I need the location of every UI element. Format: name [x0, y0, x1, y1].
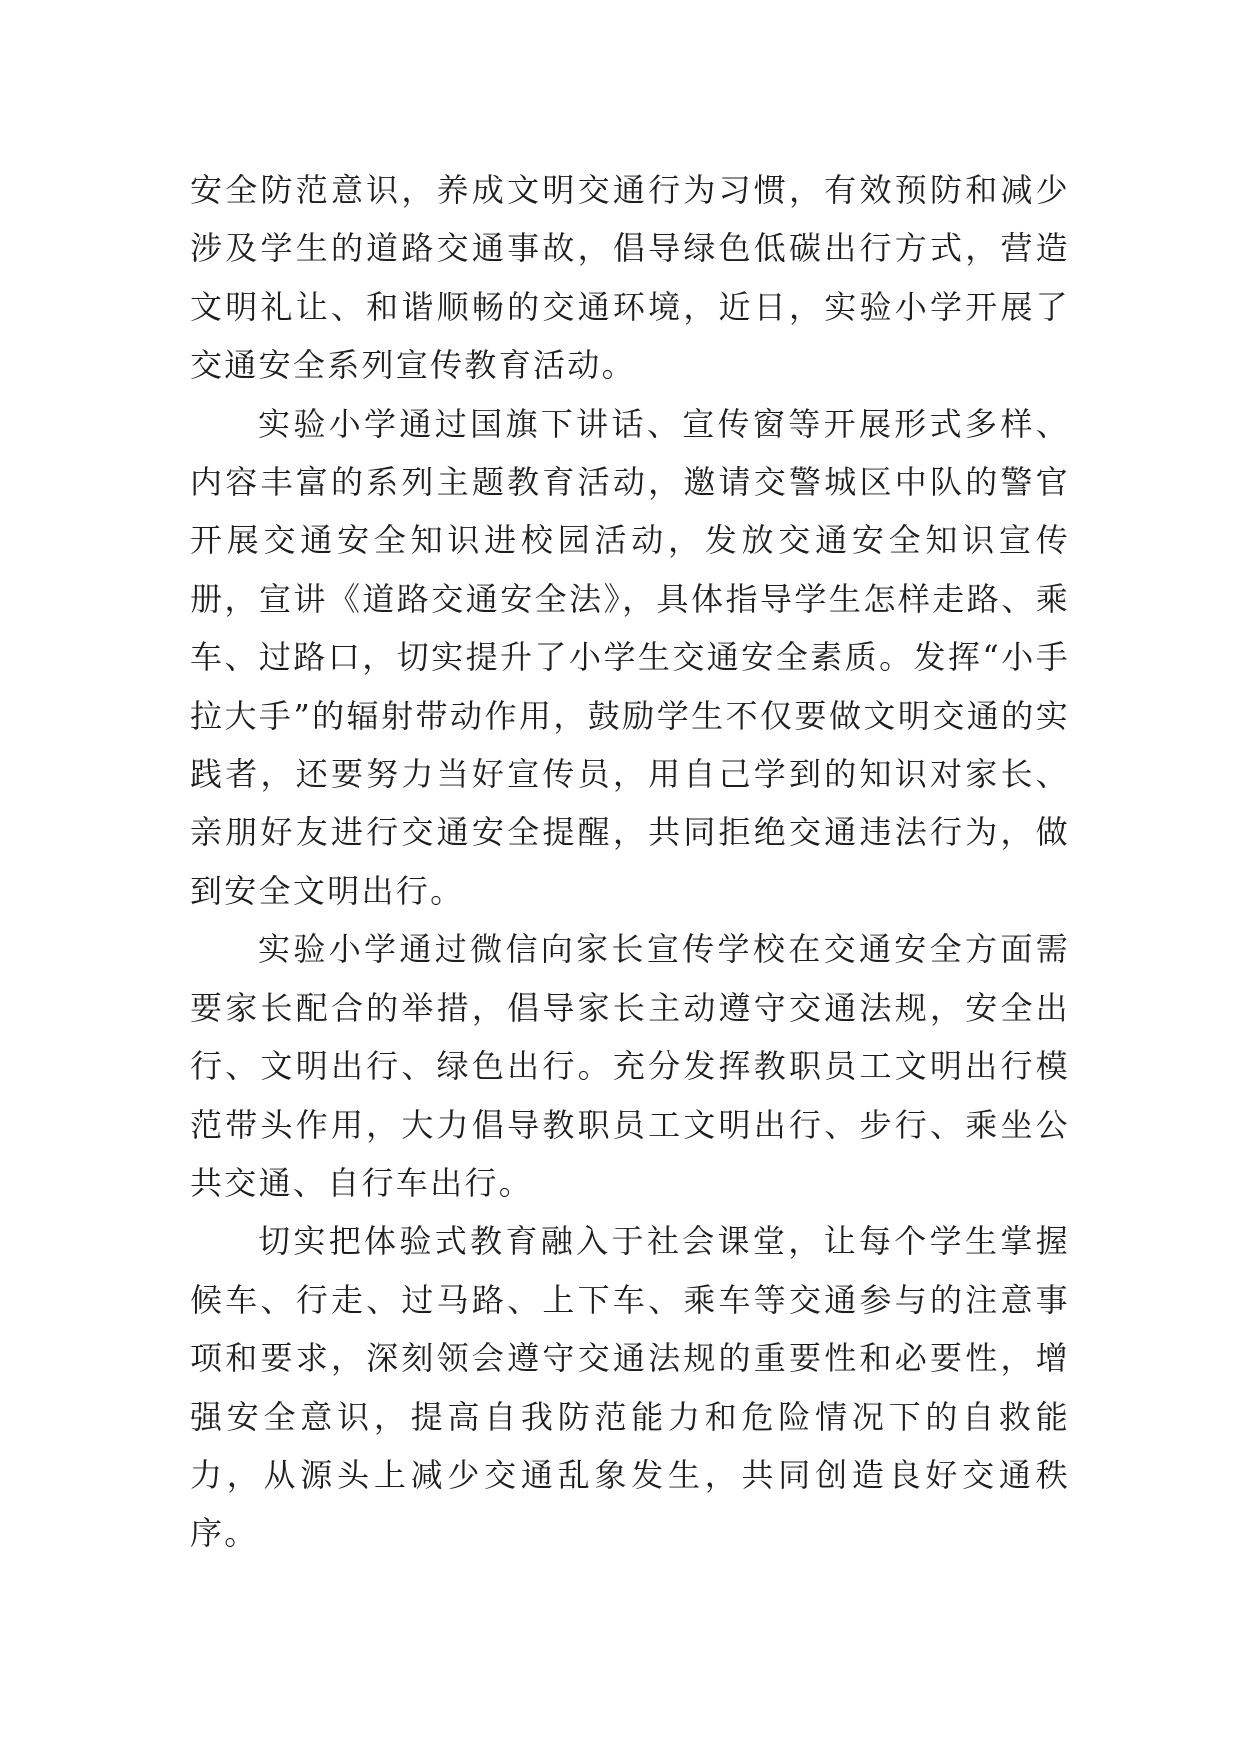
paragraph-2: 实验小学通过国旗下讲话、宣传窗等开展形式多样、内容丰富的系列主题教育活动，邀请交警城区中队的警官开展交通安全知识进校园活动，发放交通安全知识宣传册，宣讲《道路交通安全法》，具体指导学生怎样走路、乘车、过路口，切实提升了小学生交通安全素质。发挥“小手拉大手”的辐射带动作用，鼓励学生不仅要做文明交通的实践者，还要努力当好宣传员，用自己学到的知识对家长、亲朋好友进行交通安全提醒，共同拒绝交通违法行为，做到安全文明出行。	[190, 404, 1070, 910]
document-body	[190, 161, 1070, 1563]
paragraph-3: 实验小学通过微信向家长宣传学校在交通安全方面需要家长配合的举措，倡导家长主动遵守交通法规，安全出行、文明出行、绿色出行。充分发挥教职员工文明出行模范带头作用，大力倡导教职员工文明出行、步行、乘坐公共交通、自行车出行。	[190, 930, 1070, 1202]
paragraph-4: 切实把体验式教育融入于社会课堂，让每个学生掌握候车、行走、过马路、上下车、乘车等交通参与的注意事项和要求，深刻领会遵守交通法规的重要性和必要性，增强安全意识，提高自我防范能力和危险情况下的自救能力，从源头上减少交通乱象发生，共同创造良好交通秩序。	[190, 1222, 1070, 1553]
paragraph-1: 安全防范意识，养成文明交通行为习惯，有效预防和减少涉及学生的道路交通事故，倡导绿色低碳出行方式，营造文明礼让、和谐顺畅的交通环境，近日，实验小学开展了交通安全系列宣传教育活动。	[190, 171, 1070, 385]
